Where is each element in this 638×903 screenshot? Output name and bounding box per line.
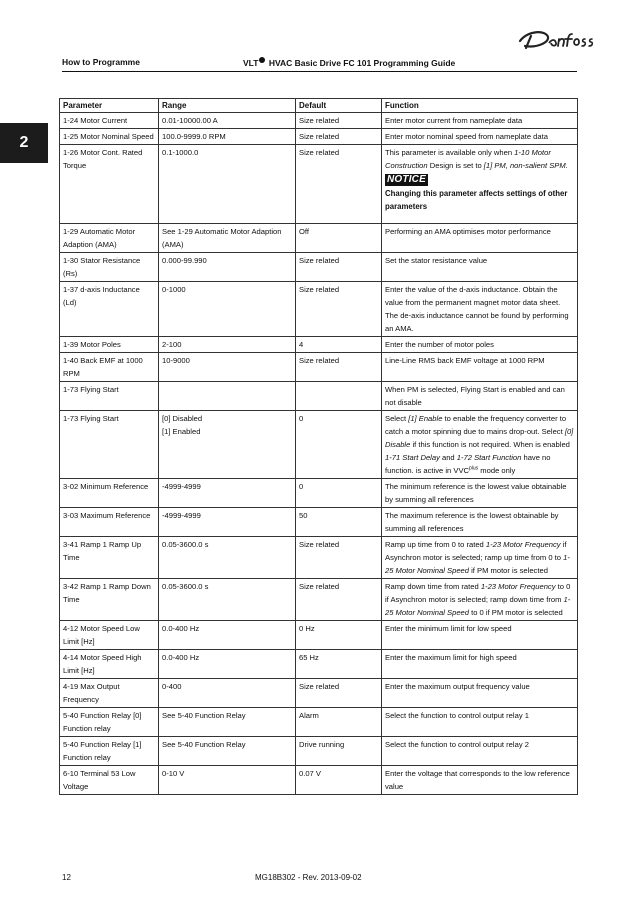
function-cell: Select the function to control output relay 2 bbox=[382, 737, 578, 766]
document-title: VLT HVAC Basic Drive FC 101 Programming Guide bbox=[243, 58, 456, 68]
default-cell: 4 bbox=[296, 337, 382, 353]
default-cell: 0 Hz bbox=[296, 621, 382, 650]
param-cell: 5-40 Function Relay [0] Function relay bbox=[60, 708, 159, 737]
function-cell: When PM is selected, Flying Start is enabled and can not disable bbox=[382, 382, 578, 411]
param-cell: 1-30 Stator Resistance (Rs) bbox=[60, 253, 159, 282]
table-row bbox=[60, 679, 578, 708]
table-row bbox=[60, 253, 578, 282]
function-cell: The maximum reference is the lowest obtainable by summing all references bbox=[382, 508, 578, 537]
table-row bbox=[60, 579, 578, 621]
document-id: MG18B302 - Rev. 2013-09-02 bbox=[255, 873, 362, 882]
default-cell: 65 Hz bbox=[296, 650, 382, 679]
range-cell: -4999-4999 bbox=[159, 479, 296, 508]
range-cell: 0.1-1000.0 bbox=[159, 145, 296, 224]
col-header-default: Default bbox=[296, 99, 382, 113]
param-cell: 5-40 Function Relay [1] Function relay bbox=[60, 737, 159, 766]
param-cell: 1-25 Motor Nominal Speed bbox=[60, 129, 159, 145]
table-row bbox=[60, 224, 578, 253]
function-cell: Performing an AMA optimises motor performance bbox=[382, 224, 578, 253]
default-cell: Size related bbox=[296, 145, 382, 224]
range-cell: 0.000-99.990 bbox=[159, 253, 296, 282]
page-number: 12 bbox=[62, 873, 71, 882]
table-row bbox=[60, 650, 578, 679]
range-cell: 0-400 bbox=[159, 679, 296, 708]
table-row bbox=[60, 621, 578, 650]
svg-text:Danfoss: Danfoss bbox=[516, 24, 520, 25]
default-cell: 0.07 V bbox=[296, 766, 382, 795]
table-row bbox=[60, 508, 578, 537]
function-cell: Enter the minimum limit for low speed bbox=[382, 621, 578, 650]
param-cell: 1-29 Automatic Motor Adaption (AMA) bbox=[60, 224, 159, 253]
table-row bbox=[60, 708, 578, 737]
default-cell: Size related bbox=[296, 579, 382, 621]
range-cell: See 1-29 Automatic Motor Adaption (AMA) bbox=[159, 224, 296, 253]
range-cell: 0-10 V bbox=[159, 766, 296, 795]
param-cell: 1-26 Motor Cont. Rated Torque bbox=[60, 145, 159, 224]
col-header-parameter: Parameter bbox=[60, 99, 159, 113]
function-cell: Enter the maximum limit for high speed bbox=[382, 650, 578, 679]
table-row bbox=[60, 537, 578, 579]
function-cell: Enter the voltage that corresponds to the low reference value bbox=[382, 766, 578, 795]
param-cell: 3-41 Ramp 1 Ramp Up Time bbox=[60, 537, 159, 579]
col-header-function: Function bbox=[382, 99, 578, 113]
range-cell: -4999-4999 bbox=[159, 508, 296, 537]
function-cell: This parameter is available only when 1-10 Motor Construction Design is set to [1] PM, non-salient SPM. NOTICE Changing this parameter affects settings of other parameters bbox=[382, 145, 578, 224]
param-cell: 1-40 Back EMF at 1000 RPM bbox=[60, 353, 159, 382]
table-row bbox=[60, 145, 578, 224]
range-cell: [0] Disabled [1] Enabled bbox=[159, 411, 296, 479]
range-cell: 100.0-9999.0 RPM bbox=[159, 129, 296, 145]
param-cell: 3-02 Minimum Reference bbox=[60, 479, 159, 508]
param-cell: 1-73 Flying Start bbox=[60, 411, 159, 479]
danfoss-logo bbox=[516, 24, 598, 54]
default-cell: 0 bbox=[296, 479, 382, 508]
chapter-tab: 2 bbox=[0, 123, 48, 163]
param-cell: 1-37 d-axis Inductance (Ld) bbox=[60, 282, 159, 337]
header-rule bbox=[62, 71, 577, 72]
range-cell bbox=[159, 382, 296, 411]
range-cell: 0.01-10000.00 A bbox=[159, 113, 296, 129]
param-cell: 4-14 Motor Speed High Limit [Hz] bbox=[60, 650, 159, 679]
param-cell: 1-73 Flying Start bbox=[60, 382, 159, 411]
notice-text: Changing this parameter affects settings of other parameters bbox=[385, 189, 568, 211]
function-cell: Line-Line RMS back EMF voltage at 1000 RPM bbox=[382, 353, 578, 382]
table-row bbox=[60, 337, 578, 353]
default-cell: Size related bbox=[296, 537, 382, 579]
function-cell: Select the function to control output relay 1 bbox=[382, 708, 578, 737]
param-cell: 6-10 Terminal 53 Low Voltage bbox=[60, 766, 159, 795]
range-cell: 0.05-3600.0 s bbox=[159, 537, 296, 579]
default-cell: Off bbox=[296, 224, 382, 253]
table-row bbox=[60, 766, 578, 795]
table-row bbox=[60, 479, 578, 508]
range-cell: 2-100 bbox=[159, 337, 296, 353]
default-cell: Size related bbox=[296, 282, 382, 337]
table-row bbox=[60, 282, 578, 337]
range-cell: 10-9000 bbox=[159, 353, 296, 382]
table-row bbox=[60, 411, 578, 479]
default-cell: Size related bbox=[296, 129, 382, 145]
param-cell: 3-42 Ramp 1 Ramp Down Time bbox=[60, 579, 159, 621]
function-cell: Set the stator resistance value bbox=[382, 253, 578, 282]
function-cell: Enter motor nominal speed from nameplate data bbox=[382, 129, 578, 145]
default-cell: Size related bbox=[296, 679, 382, 708]
param-cell: 4-19 Max Output Frequency bbox=[60, 679, 159, 708]
range-cell: 0.05-3600.0 s bbox=[159, 579, 296, 621]
range-cell: 0.0-400 Hz bbox=[159, 650, 296, 679]
default-cell: 50 bbox=[296, 508, 382, 537]
param-cell: 4-12 Motor Speed Low Limit [Hz] bbox=[60, 621, 159, 650]
range-cell: 0-1000 bbox=[159, 282, 296, 337]
default-cell: Size related bbox=[296, 253, 382, 282]
function-cell: Enter the maximum output frequency value bbox=[382, 679, 578, 708]
notice-label: NOTICE bbox=[387, 174, 426, 185]
default-cell: Alarm bbox=[296, 708, 382, 737]
table-row bbox=[60, 113, 578, 129]
table-row bbox=[60, 737, 578, 766]
table-row bbox=[60, 129, 578, 145]
table-header-row bbox=[60, 99, 578, 113]
table-row bbox=[60, 382, 578, 411]
default-cell: Drive running bbox=[296, 737, 382, 766]
col-header-range: Range bbox=[159, 99, 296, 113]
range-cell: See 5-40 Function Relay bbox=[159, 708, 296, 737]
function-cell: Enter motor current from nameplate data bbox=[382, 113, 578, 129]
range-cell: 0.0-400 Hz bbox=[159, 621, 296, 650]
section-title: How to Programme bbox=[62, 57, 140, 67]
default-cell: Size related bbox=[296, 113, 382, 129]
function-cell: Select [1] Enable to enable the frequency converter to catch a motor spinning due to mains drop-out. Select [0] Disable if this function is not required. When is enabled 1-71 Start Delay and 1-72 Start Function have no function. is active in $VVC^{plus}$ mode only bbox=[382, 411, 578, 479]
function-cell: Ramp down time from rated 1-23 Motor Frequency to 0 if Asynchron motor is selected; ramp down time from 1-25 Motor Nominal Speed to 0 if PM motor is selected bbox=[382, 579, 578, 621]
registered-mark-icon bbox=[259, 57, 265, 63]
function-cell: Enter the value of the d-axis inductance. Obtain the value from the permanent magnet motor data sheet. The de-axis inductance cannot be found by performing an AMA. bbox=[382, 282, 578, 337]
function-cell: Ramp up time from 0 to rated 1-23 Motor Frequency if Asynchron motor is selected; ramp up time from 0 to 1-25 Motor Nominal Speed if PM motor is selected bbox=[382, 537, 578, 579]
param-cell: 1-24 Motor Current bbox=[60, 113, 159, 129]
param-cell: 1-39 Motor Poles bbox=[60, 337, 159, 353]
default-cell: Size related bbox=[296, 353, 382, 382]
range-cell: See 5-40 Function Relay bbox=[159, 737, 296, 766]
default-cell bbox=[296, 382, 382, 411]
function-cell: The minimum reference is the lowest value obtainable by summing all references bbox=[382, 479, 578, 508]
table-row bbox=[60, 353, 578, 382]
param-cell: 3-03 Maximum Reference bbox=[60, 508, 159, 537]
parameter-table bbox=[59, 98, 578, 795]
function-cell: Enter the number of motor poles bbox=[382, 337, 578, 353]
default-cell: 0 bbox=[296, 411, 382, 479]
